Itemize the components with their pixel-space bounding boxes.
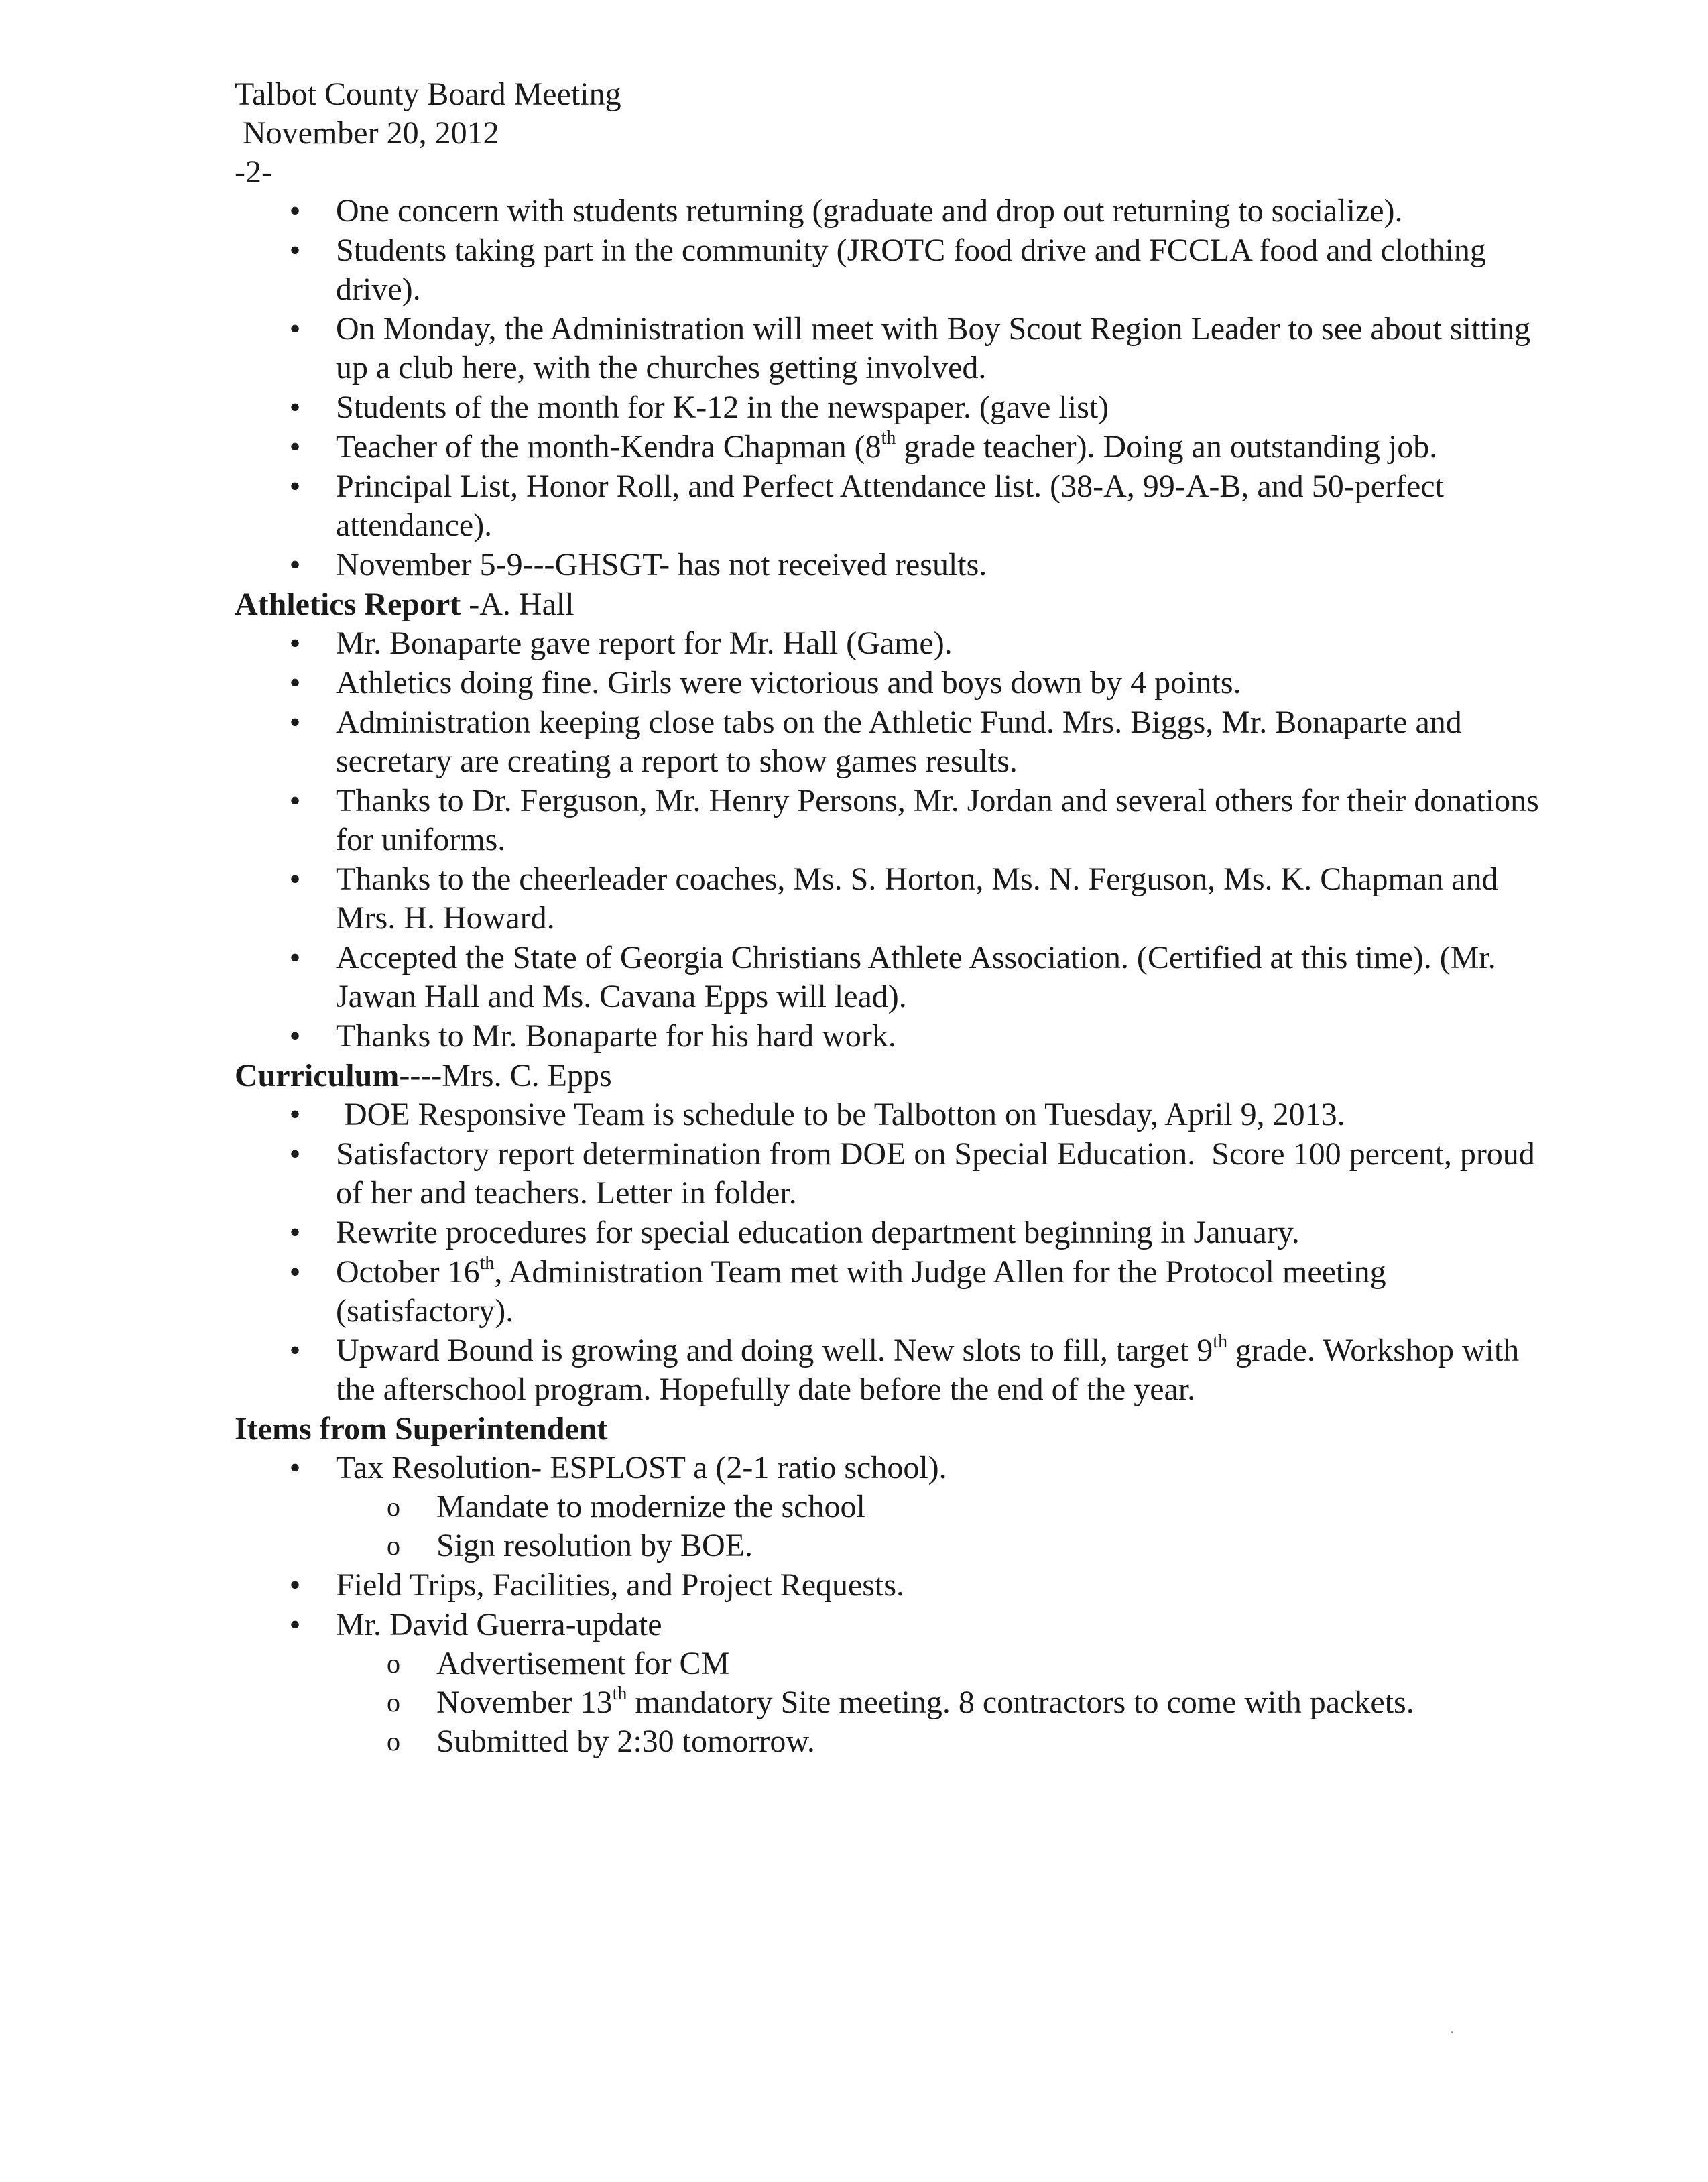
bullet-icon: • bbox=[289, 1450, 301, 1486]
circle-bullet-icon: o bbox=[387, 1492, 400, 1522]
circle-bullet-icon: o bbox=[387, 1530, 400, 1561]
bullet-icon: • bbox=[289, 625, 301, 661]
bullet-icon: • bbox=[289, 193, 301, 229]
list-item: • Athletics doing fine. Girls were victorious and boys down by 4 points. bbox=[235, 664, 1542, 703]
bullet-icon: • bbox=[289, 783, 301, 819]
bullet-icon: • bbox=[289, 429, 301, 465]
circle-bullet-icon: o bbox=[387, 1648, 400, 1679]
sub-list-item: o November 13th mandatory Site meeting. 8 contractors to come with packets. bbox=[336, 1683, 1542, 1722]
meeting-date: November 20, 2012 bbox=[243, 115, 499, 151]
circle-bullet-icon: o bbox=[387, 1687, 400, 1717]
curriculum-heading: Curriculum----Mrs. C. Epps bbox=[235, 1058, 612, 1093]
list-item: • Students of the month for K-12 in the newspaper. (gave list) bbox=[235, 388, 1542, 427]
sub-list-item: o Advertisement for CM bbox=[336, 1644, 1542, 1683]
list-item: • Administration keeping close tabs on the Athletic Fund. Mrs. Biggs, Mr. Bonaparte and secretary are creating a report to show games results. bbox=[235, 703, 1542, 781]
list-item: • Accepted the State of Georgia Christians Athlete Association. (Certified at this time). (Mr. Jawan Hall and Ms. Cavana Epps will lead). bbox=[235, 938, 1542, 1016]
sub-list-item: o Mandate to modernize the school bbox=[336, 1488, 1542, 1526]
bullet-icon: • bbox=[289, 1215, 301, 1250]
list-item: • Thanks to Mr. Bonaparte for his hard work. bbox=[235, 1017, 1542, 1056]
list-item: • Satisfactory report determination from DOE on Special Education. Score 100 percent, proud of her and teachers. Letter in folder. bbox=[235, 1135, 1542, 1213]
bullet-icon: • bbox=[289, 389, 301, 425]
list-item: • Teacher of the month-Kendra Chapman (8th grade teacher). Doing an outstanding job. bbox=[235, 428, 1542, 467]
bullet-icon: • bbox=[289, 1333, 301, 1368]
superintendent-list bbox=[235, 1449, 1542, 1761]
athletics-list bbox=[235, 624, 1542, 1056]
list-item: • DOE Responsive Team is schedule to be Talbotton on Tuesday, April 9, 2013. bbox=[235, 1095, 1542, 1134]
bullet-icon: • bbox=[289, 705, 301, 740]
bullet-icon: • bbox=[289, 1607, 301, 1642]
intro-list bbox=[235, 192, 1542, 585]
bullet-icon: • bbox=[289, 665, 301, 701]
curriculum-list bbox=[235, 1095, 1542, 1409]
list-item: • October 16th, Administration Team met with Judge Allen for the Protocol meeting (satisfactory). bbox=[235, 1253, 1542, 1331]
list-item: • Principal List, Honor Roll, and Perfect Attendance list. (38-A, 99-A-B, and 50-perfect attendance). bbox=[235, 467, 1542, 545]
guerra-sublist bbox=[336, 1644, 1542, 1761]
athletics-heading: Athletics Report -A. Hall bbox=[235, 587, 574, 622]
list-item: • Thanks to the cheerleader coaches, Ms. S. Horton, Ms. N. Ferguson, Ms. K. Chapman and Mrs. H. Howard. bbox=[235, 860, 1542, 938]
list-item: • Field Trips, Facilities, and Project Requests. bbox=[235, 1566, 1542, 1605]
bullet-icon: • bbox=[289, 1136, 301, 1172]
list-item: • Students taking part in the community (JROTC food drive and FCCLA food and clothing drive). bbox=[235, 231, 1542, 309]
tax-sublist bbox=[336, 1488, 1542, 1565]
list-item: • Rewrite procedures for special education department beginning in January. bbox=[235, 1213, 1542, 1252]
bullet-icon: • bbox=[289, 469, 301, 504]
bullet-icon: • bbox=[289, 1254, 301, 1290]
bullet-icon: • bbox=[289, 940, 301, 975]
bullet-icon: • bbox=[289, 1097, 301, 1132]
sub-list-item: o Submitted by 2:30 tomorrow. bbox=[336, 1722, 1542, 1761]
bullet-icon: • bbox=[289, 861, 301, 897]
list-item: • November 5-9---GHSGT- has not received results. bbox=[235, 546, 1542, 585]
list-item: • One concern with students returning (graduate and drop out returning to socialize). bbox=[235, 192, 1542, 231]
list-item: • On Monday, the Administration will meet with Boy Scout Region Leader to see about sitting up a club here, with the churches getting involved. bbox=[235, 310, 1542, 387]
bullet-icon: • bbox=[289, 233, 301, 268]
page-number: -2- bbox=[235, 154, 272, 190]
scan-speck bbox=[1451, 2031, 1453, 2033]
sub-list-item: o Sign resolution by BOE. bbox=[336, 1526, 1542, 1565]
list-item: • Thanks to Dr. Ferguson, Mr. Henry Persons, Mr. Jordan and several others for their donations for uniforms. bbox=[235, 782, 1542, 859]
bullet-icon: • bbox=[289, 1567, 301, 1603]
minutes-page bbox=[235, 75, 1542, 1762]
list-item: • Mr. David Guerra-update o Advertisement for CM o November 13th mandatory Site meeting. 8 contractors to come with packets. o Submitted by 2:30 tomorrow. bbox=[235, 1605, 1542, 1761]
list-item: • Tax Resolution- ESPLOST a (2-1 ratio school). o Mandate to modernize the school o Sign resolution by BOE. bbox=[235, 1449, 1542, 1565]
superintendent-heading: Items from Superintendent bbox=[235, 1411, 608, 1447]
list-item: • Mr. Bonaparte gave report for Mr. Hall (Game). bbox=[235, 624, 1542, 663]
circle-bullet-icon: o bbox=[387, 1726, 400, 1756]
bullet-icon: • bbox=[289, 547, 301, 583]
bullet-icon: • bbox=[289, 311, 301, 347]
document-title: Talbot County Board Meeting bbox=[235, 76, 621, 112]
list-item: • Upward Bound is growing and doing well. New slots to fill, target 9th grade. Workshop with the afterschool program. Hopefully date before the end of the year. bbox=[235, 1331, 1542, 1409]
bullet-icon: • bbox=[289, 1018, 301, 1054]
